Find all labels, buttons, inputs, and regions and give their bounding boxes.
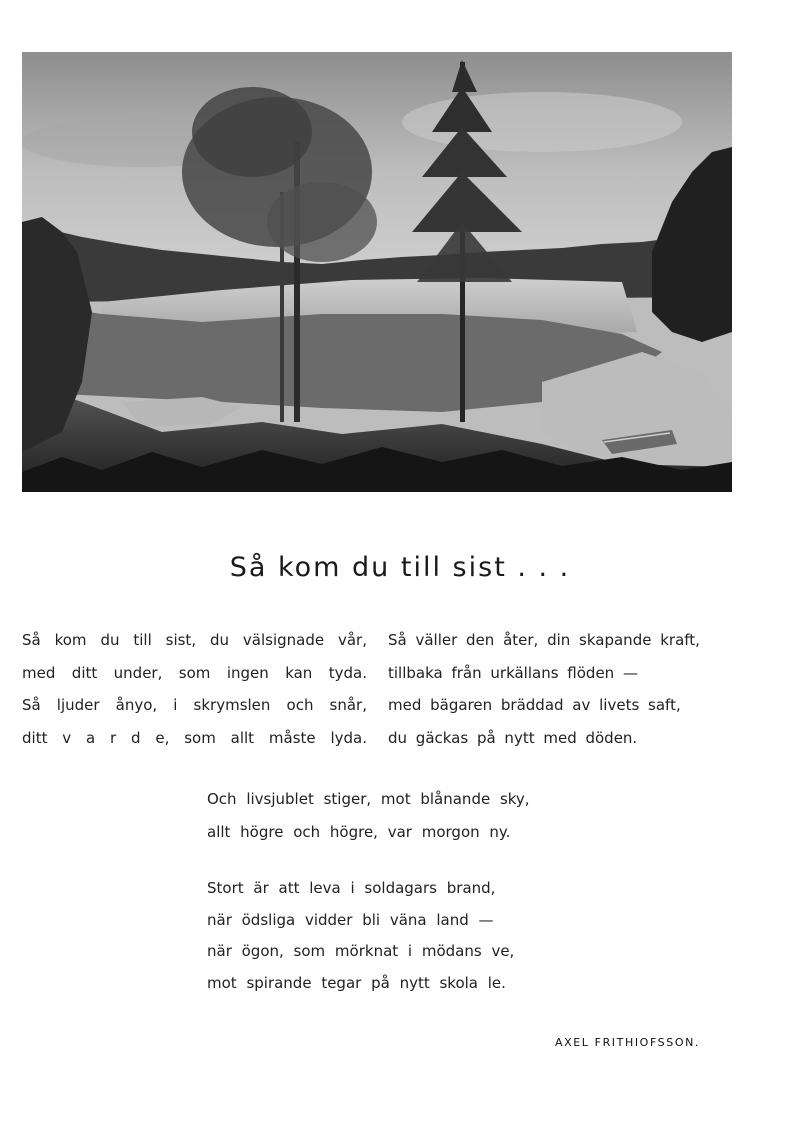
- stanza-right-column: [388, 624, 733, 754]
- poem-line: när ögon, som mörknat i mödans ve,: [207, 942, 515, 960]
- poem-line: ditt v a r d e, som allt måste lyda.: [22, 728, 367, 747]
- poem-line: med bägaren bräddad av livets saft,: [388, 696, 681, 714]
- poem-line: Och livsjublet stiger, mot blånande sky,: [207, 790, 530, 808]
- poem-title: Så kom du till sist . . .: [229, 552, 571, 583]
- poem-line: Så väller den åter, din skapande kraft,: [388, 631, 700, 649]
- landscape-photo: [22, 52, 732, 492]
- poem-line: allt högre och högre, var morgon ny.: [207, 822, 511, 841]
- poem-line: du gäckas på nytt med döden.: [388, 728, 638, 747]
- poem-line: Så kom du till sist, du välsignade vår,: [22, 631, 367, 649]
- poem-line: mot spirande tegar på nytt skola le.: [207, 973, 506, 992]
- stanza-left-column: [22, 624, 367, 754]
- poem-line: Så ljuder ånyo, i skrymslen och snår,: [22, 696, 367, 714]
- stanza-center-first: [207, 783, 552, 848]
- poem-line: tillbaka från urkällans flöden —: [388, 663, 638, 682]
- author-signature: AXEL FRITHIOFSSON.: [555, 1036, 701, 1049]
- poem-line: när ödsliga vidder bli väna land —: [207, 910, 494, 929]
- poem-line: Stort är att leva i soldagars brand,: [207, 879, 496, 897]
- poem-line: med ditt under, som ingen kan tyda.: [22, 663, 367, 682]
- stanza-center-second: [207, 873, 552, 999]
